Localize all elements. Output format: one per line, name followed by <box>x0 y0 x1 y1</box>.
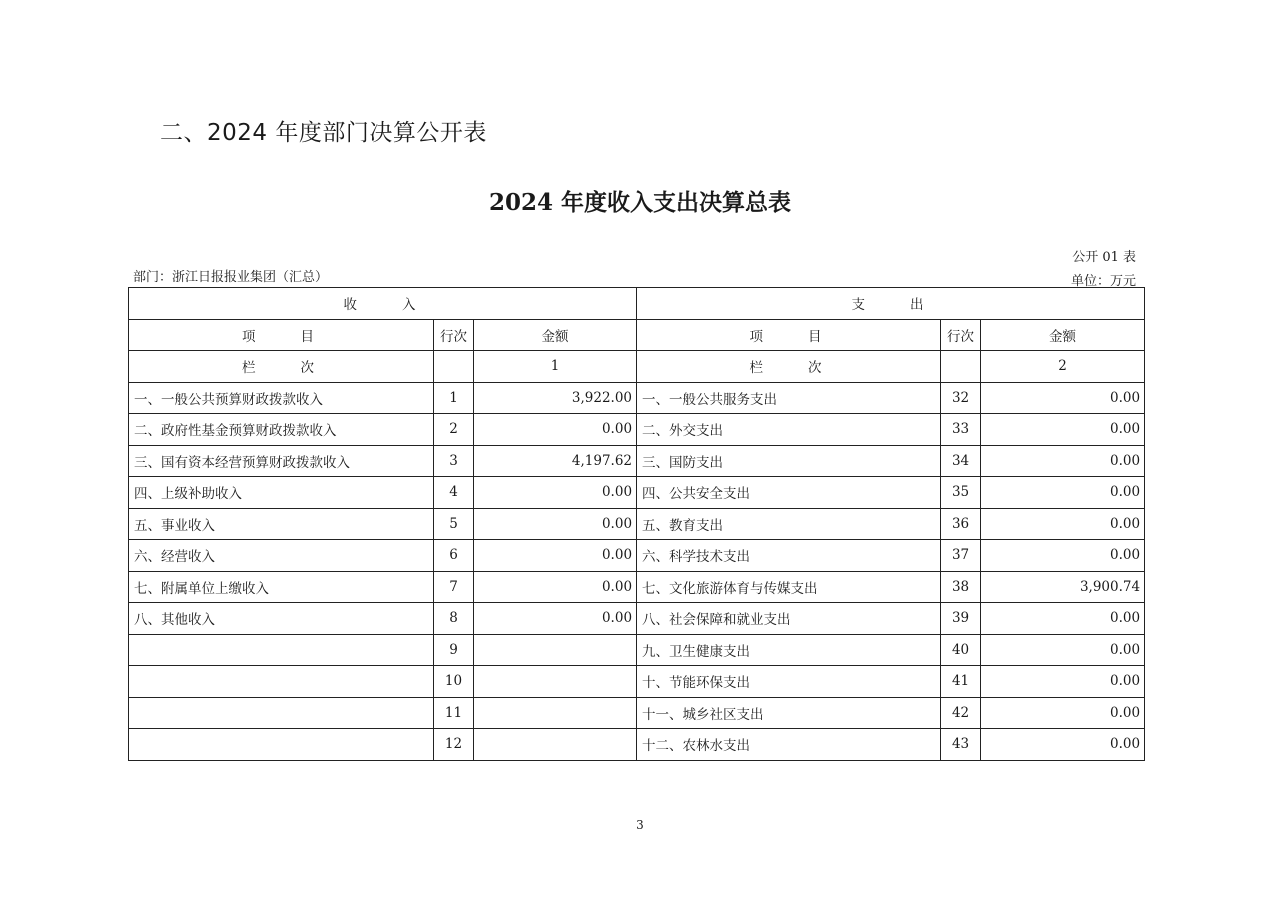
expense-amount: 0.00 <box>981 729 1145 761</box>
expense-amount: 0.00 <box>981 414 1145 446</box>
expense-line: 43 <box>941 729 981 761</box>
income-column-index-blank <box>434 351 474 383</box>
table-row <box>129 571 1145 603</box>
expense-amount: 0.00 <box>981 477 1145 509</box>
expense-item: 四、公共安全支出 <box>637 477 941 509</box>
expense-line: 41 <box>941 666 981 698</box>
expense-amount: 0.00 <box>981 634 1145 666</box>
income-amount <box>474 697 637 729</box>
expense-item: 十一、城乡社区支出 <box>637 697 941 729</box>
expense-item: 八、社会保障和就业支出 <box>637 603 941 635</box>
income-expense-summary-table <box>128 287 1145 761</box>
income-line: 3 <box>434 445 474 477</box>
income-item: 一、一般公共预算财政拨款收入 <box>129 382 434 414</box>
income-section-header: 收 入 <box>129 288 637 320</box>
income-item: 六、经营收入 <box>129 540 434 572</box>
expense-line: 39 <box>941 603 981 635</box>
page-number: 3 <box>636 818 644 832</box>
table-row <box>129 414 1145 446</box>
expense-amount: 0.00 <box>981 445 1145 477</box>
income-item-header: 项 目 <box>129 319 434 351</box>
income-item: 五、事业收入 <box>129 508 434 540</box>
expense-column-index-label: 栏 次 <box>637 351 941 383</box>
expense-item: 十、节能环保支出 <box>637 666 941 698</box>
income-line: 4 <box>434 477 474 509</box>
income-amount: 0.00 <box>474 571 637 603</box>
expense-line: 38 <box>941 571 981 603</box>
income-amount: 0.00 <box>474 414 637 446</box>
table-row <box>129 697 1145 729</box>
income-amount: 0.00 <box>474 540 637 572</box>
expense-column-number: 2 <box>981 351 1145 383</box>
income-item: 八、其他收入 <box>129 603 434 635</box>
column-index-row <box>129 351 1145 383</box>
income-line: 5 <box>434 508 474 540</box>
form-number: 公开 01 表 <box>1072 250 1136 265</box>
income-line: 7 <box>434 571 474 603</box>
expense-item: 十二、农林水支出 <box>637 729 941 761</box>
income-item: 二、政府性基金预算财政拨款收入 <box>129 414 434 446</box>
income-item <box>129 697 434 729</box>
expense-line: 33 <box>941 414 981 446</box>
expense-line: 37 <box>941 540 981 572</box>
expense-item: 七、文化旅游体育与传媒支出 <box>637 571 941 603</box>
expense-amount: 0.00 <box>981 382 1145 414</box>
department-label: 部门：浙江日报报业集团（汇总） <box>133 270 329 285</box>
expense-line: 36 <box>941 508 981 540</box>
expense-item: 二、外交支出 <box>637 414 941 446</box>
expense-line: 35 <box>941 477 981 509</box>
table-row <box>129 666 1145 698</box>
table-row <box>129 445 1145 477</box>
income-column-index-label: 栏 次 <box>129 351 434 383</box>
expense-item: 三、国防支出 <box>637 445 941 477</box>
income-item <box>129 666 434 698</box>
table-row <box>129 382 1145 414</box>
expense-item: 五、教育支出 <box>637 508 941 540</box>
income-line-header: 行次 <box>434 319 474 351</box>
expense-section-header: 支 出 <box>637 288 1145 320</box>
expense-amount: 3,900.74 <box>981 571 1145 603</box>
expense-line: 32 <box>941 382 981 414</box>
table-row <box>129 477 1145 509</box>
expense-item: 六、科学技术支出 <box>637 540 941 572</box>
income-item <box>129 634 434 666</box>
expense-amount: 0.00 <box>981 666 1145 698</box>
income-amount: 0.00 <box>474 477 637 509</box>
income-item: 七、附属单位上缴收入 <box>129 571 434 603</box>
expense-amount: 0.00 <box>981 697 1145 729</box>
income-line: 10 <box>434 666 474 698</box>
table-row <box>129 540 1145 572</box>
income-item <box>129 729 434 761</box>
income-column-number: 1 <box>474 351 637 383</box>
expense-amount: 0.00 <box>981 603 1145 635</box>
income-amount: 0.00 <box>474 508 637 540</box>
expense-item: 一、一般公共服务支出 <box>637 382 941 414</box>
expense-line: 34 <box>941 445 981 477</box>
expense-item: 九、卫生健康支出 <box>637 634 941 666</box>
income-line: 6 <box>434 540 474 572</box>
income-item: 四、上级补助收入 <box>129 477 434 509</box>
income-amount <box>474 729 637 761</box>
income-line: 11 <box>434 697 474 729</box>
income-amount <box>474 666 637 698</box>
section-heading: 二、2024 年度部门决算公开表 <box>160 120 487 146</box>
income-amount <box>474 634 637 666</box>
income-amount: 3,922.00 <box>474 382 637 414</box>
income-amount-header: 金额 <box>474 319 637 351</box>
expense-line: 40 <box>941 634 981 666</box>
column-header-row <box>129 319 1145 351</box>
expense-amount: 0.00 <box>981 540 1145 572</box>
expense-amount-header: 金额 <box>981 319 1145 351</box>
income-line: 9 <box>434 634 474 666</box>
table-row <box>129 634 1145 666</box>
section-header-row <box>129 288 1145 320</box>
table-row <box>129 508 1145 540</box>
income-line: 1 <box>434 382 474 414</box>
table-row <box>129 729 1145 761</box>
income-line: 2 <box>434 414 474 446</box>
table-row <box>129 603 1145 635</box>
income-line: 12 <box>434 729 474 761</box>
income-amount: 0.00 <box>474 603 637 635</box>
expense-line: 42 <box>941 697 981 729</box>
expense-column-index-blank <box>941 351 981 383</box>
expense-line-header: 行次 <box>941 319 981 351</box>
expense-item-header: 项 目 <box>637 319 941 351</box>
unit-label: 单位：万元 <box>1070 274 1136 289</box>
income-line: 8 <box>434 603 474 635</box>
income-item: 三、国有资本经营预算财政拨款收入 <box>129 445 434 477</box>
table-title: 2024 年度收入支出决算总表 <box>488 189 792 216</box>
expense-amount: 0.00 <box>981 508 1145 540</box>
income-amount: 4,197.62 <box>474 445 637 477</box>
